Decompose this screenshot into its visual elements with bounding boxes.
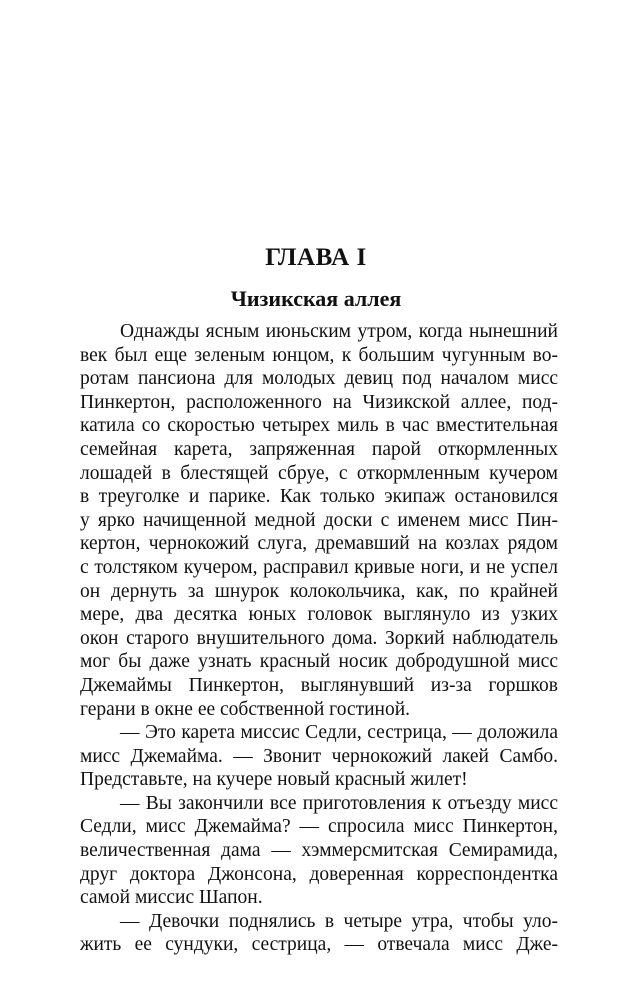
text-line: мере, два десятка юных головок выглянуло из узких: [80, 604, 558, 626]
text-line: лошадей в блестящей сбруе, с откормленным кучером: [80, 462, 558, 484]
text-line: герани в окне ее собственной гостиной.: [80, 698, 411, 720]
text-line: мог бы даже узнать красный носик добродушной мисс: [80, 651, 558, 673]
text-line: величественная дама — хэммерсмитская Семирамида,: [80, 840, 558, 862]
text-line: Пинкертон, расположенного на Чизикской аллее, под-: [80, 391, 558, 413]
text-line: Джемаймы Пинкертон, выглянувший из-за горшков: [80, 674, 558, 696]
text-line: с толстяком кучером, расправил кривые ноги, и не успел: [80, 556, 558, 578]
text-line: он дернуть за шнурок колокольчика, как, по крайней: [80, 580, 558, 602]
text-line: семейная карета, запряженная парой откормленных: [80, 438, 558, 460]
text-line: друг доктора Джонсона, доверенная корреспондентка: [80, 863, 558, 885]
text-line: век был еще зеленым юнцом, к большим чугунным во-: [80, 344, 558, 366]
text-line: — Девочки поднялись в четыре утра, чтобы уло-: [120, 910, 558, 932]
text-line: Представьте, на кучере новый красный жилет!: [80, 769, 468, 791]
text-line: — Это карета миссис Седли, сестрица, — доложила: [120, 722, 558, 744]
body-text: [80, 320, 558, 957]
text-line: самой миссис Шапон.: [80, 887, 263, 909]
text-line: в треуголке и парике. Как только экипаж остановился: [80, 486, 558, 508]
text-line: ротам пансиона для молодых девиц под началом мисс: [80, 368, 558, 390]
text-line: мисс Джемайма. — Звонит чернокожий лакей Самбо.: [80, 745, 558, 767]
text-line: у ярко начищенной медной доски с именем мисс Пин-: [80, 509, 558, 531]
text-line: жить ее сундуки, сестрица, — отвечала мисс Дже-: [80, 934, 558, 956]
chapter-number: ГЛАВА I: [265, 244, 367, 271]
text-line: Однажды ясным июньским утром, когда нынешний: [120, 321, 558, 342]
chapter-title: Чизикская аллея: [230, 286, 402, 311]
text-line: окон старого внушительного дома. Зоркий наблюдатель: [80, 627, 558, 649]
text-line: катила со скоростью четырех миль в час вместительная: [80, 415, 558, 437]
text-line: Седли, мисс Джемайма? — спросила мисс Пинкертон,: [80, 816, 558, 838]
text-line: кертон, чернокожий слуга, дремавший на козлах рядом: [80, 533, 558, 555]
text-line: — Вы закончили все приготовления к отъезду мисс: [120, 792, 558, 814]
